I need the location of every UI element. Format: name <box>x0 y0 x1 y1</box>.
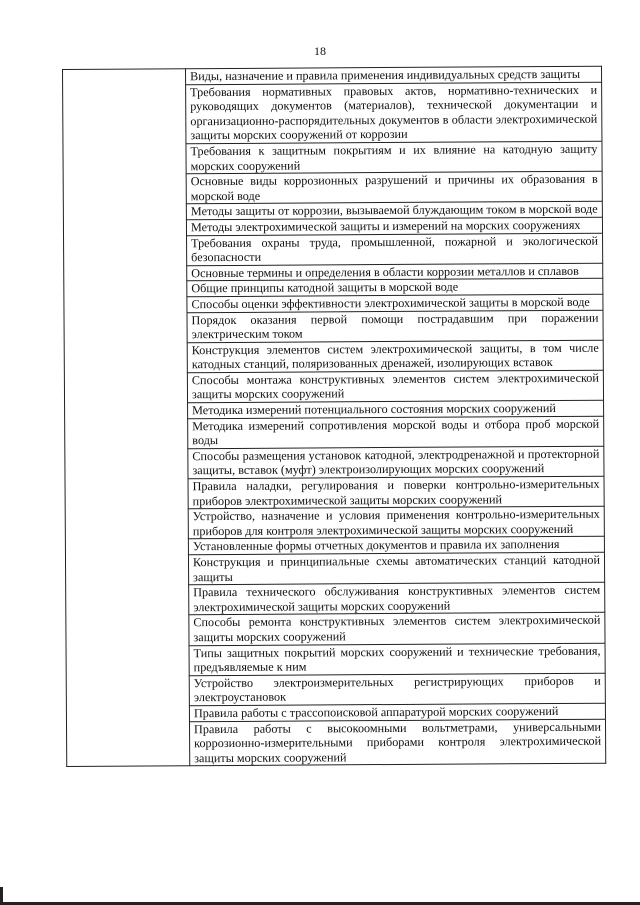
page-number: 18 <box>314 44 326 58</box>
requirement-item: Установленные формы отчетных документов и правила их заполнения <box>188 537 604 555</box>
requirement-item: Конструкция и принципиальные схемы автоматических станций катодной защиты <box>188 552 604 585</box>
label-column-cell <box>63 69 190 767</box>
requirement-item: Правила наладки, регулирования и поверки контрольно-измерительных приборов электрохимической защиты морских сооружений <box>188 476 604 509</box>
requirement-item: Виды, назначение и правила применения индивидуальных средств защиты <box>186 66 602 84</box>
requirement-item: Методы электрохимической защиты и измерений на морских сооружениях <box>186 217 602 235</box>
requirement-item: Требования к защитным покрытиям и их влияние на катодную защиту морских сооружений <box>186 141 602 174</box>
requirement-item: Правила работы с высокоомными вольтметрами, универсальными коррозионно-измерительными приборами контроля электрохимической защиты морских сооружений <box>189 719 605 766</box>
requirement-item: Правила работы с трассопоисковой аппаратурой морских сооружений <box>189 703 605 721</box>
requirement-item: Способы ремонта конструктивных элементов систем электрохимической защиты морских сооружений <box>189 613 605 646</box>
requirement-item: Основные виды коррозионных разрушений и причины их образования в морской воде <box>186 171 602 204</box>
requirement-item: Устройство, назначение и условия применения контрольно-измерительных приборов для контроля электрохимической защиты морских сооружений <box>188 506 604 539</box>
requirement-item: Методика измерений потенциального состояния морских сооружений <box>188 400 604 418</box>
requirement-item: Способы оценки эффективности электрохимической защиты в морской воде <box>187 294 603 312</box>
requirement-item: Устройство электроизмерительных регистрирующих приборов и электроустановок <box>189 673 605 706</box>
requirement-item: Методика измерений сопротивления морской воды и отбора проб морской воды <box>188 416 604 449</box>
requirement-item: Методы защиты от коррозии, вызываемой блуждающим током в морской воде <box>186 202 602 220</box>
requirements-table <box>62 66 606 768</box>
requirement-item: Общие принципы катодной защиты в морской воде <box>187 279 603 297</box>
requirement-item: Способы монтажа конструктивных элементов систем электрохимической защиты морских сооружений <box>187 370 603 403</box>
requirement-item: Конструкция элементов систем электрохимической защиты, в том числе катодных станций, поляризованных дренажей, изолирующих вставок <box>187 340 603 373</box>
requirement-item: Правила технического обслуживания конструктивных элементов систем электрохимической защиты морских сооружений <box>189 582 605 615</box>
requirement-item: Способы размещения установок катодной, электродренажной и протекторной защиты, вставок (муфт) электроизолирующих морских сооружений <box>188 446 604 479</box>
table-body <box>63 66 606 767</box>
requirement-item: Типы защитных покрытий морских сооружений и технические требования, предъявляемые к ним <box>189 643 605 676</box>
requirement-item: Основные термины и определения в области коррозии металлов и сплавов <box>187 263 603 281</box>
requirement-item: Требования нормативных правовых актов, нормативно-технических и руководящих документов (материалов), технической документации и организационно-распорядительных документов в области электрохимической защиты морских сооружений от коррозии <box>186 82 602 144</box>
scan-edge-left <box>0 887 3 905</box>
requirement-item: Порядок оказания первой помощи пострадавшим при поражении электрическим током <box>187 310 603 343</box>
requirement-item: Требования охраны труда, промышленной, пожарной и экологической безопасности <box>187 233 603 266</box>
